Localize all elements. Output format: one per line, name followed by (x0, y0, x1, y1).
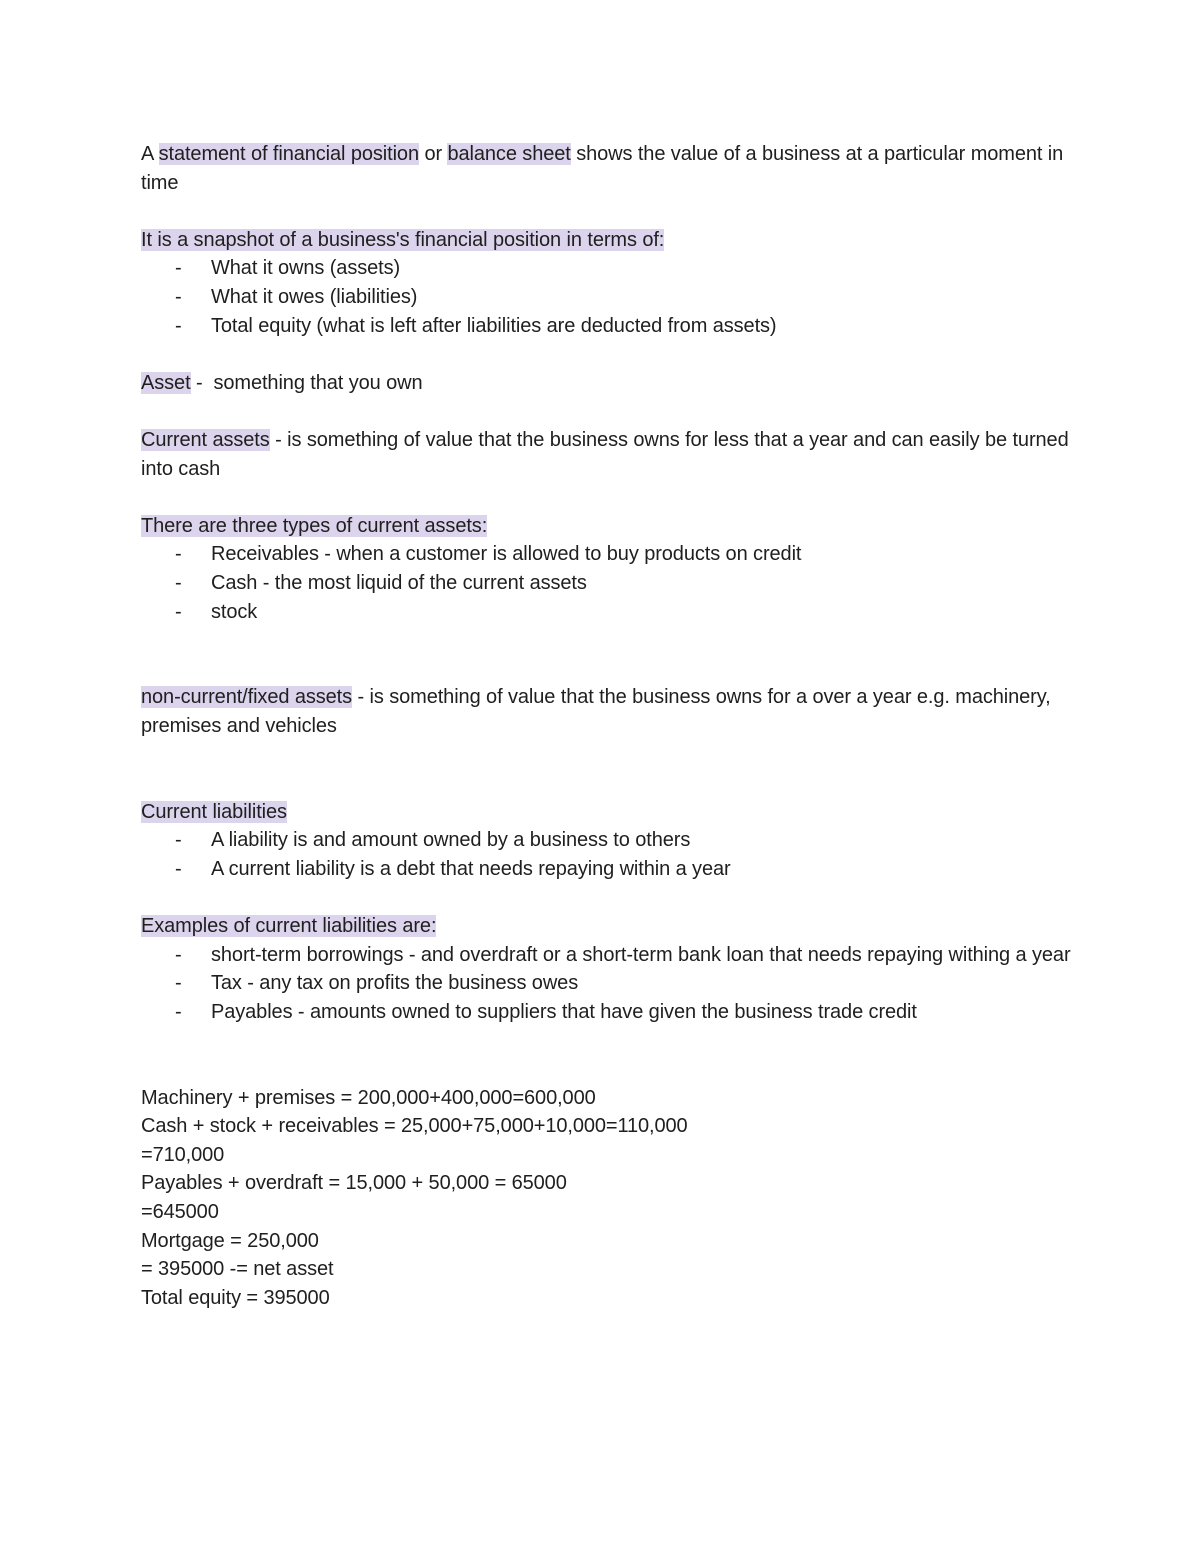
highlight-balance-sheet: balance sheet (447, 143, 571, 165)
list-item: - Receivables - when a customer is allowed to buy products on credit (141, 540, 1071, 569)
document-page (141, 140, 1071, 1312)
calculation-line: Cash + stock + receivables = 25,000+75,000+10,000=110,000 (141, 1115, 688, 1138)
dash-bullet: - (175, 972, 182, 995)
dash-bullet: - (175, 943, 182, 966)
current-asset-types-heading: There are three types of current assets: (141, 514, 488, 537)
highlight-statement-of-financial-position: statement of financial position (158, 143, 419, 165)
current-liabilities-list (141, 826, 1071, 883)
current-asset-types-list (141, 540, 1071, 626)
calculation-line: =710,000 (141, 1143, 225, 1166)
dash-bullet: - (175, 571, 182, 594)
current-assets-definition: Current assets - is something of value that the business owns for less that a year and can easily be turned into cash (141, 428, 1069, 480)
snapshot-heading: It is a snapshot of a business's financial position in terms of: (141, 228, 665, 251)
highlight-current-assets: Current assets (141, 428, 270, 451)
dash-bullet: - (175, 600, 182, 623)
calculation-line: =645000 (141, 1200, 219, 1223)
list-item: - A liability is and amount owned by a business to others (141, 826, 1071, 855)
calculation-line: Machinery + premises = 200,000+400,000=600,000 (141, 1086, 596, 1109)
liability-examples-list (141, 941, 1071, 1027)
list-item: - stock (141, 598, 1071, 627)
list-item: - Tax - any tax on profits the business owes (141, 969, 1071, 998)
liability-examples-heading: Examples of current liabilities are: (141, 915, 437, 938)
calculation-line: Mortgage = 250,000 (141, 1229, 319, 1252)
list-item: - short-term borrowings - and overdraft or a short-term bank loan that needs repaying withing a year (141, 941, 1071, 970)
intro-paragraph: A statement of financial position or balance sheet shows the value of a business at a particular moment in time (141, 143, 1064, 194)
calculation-line: Payables + overdraft = 15,000 + 50,000 = 65000 (141, 1172, 567, 1195)
calculation-line: Total equity = 395000 (141, 1286, 330, 1309)
highlight-asset: Asset (141, 371, 191, 394)
non-current-assets-definition: non-current/fixed assets - is something of value that the business owns for a over a year e.g. machinery, premises and vehicles (141, 686, 1051, 737)
list-item: - What it owns (assets) (141, 254, 1071, 283)
dash-bullet: - (175, 543, 182, 566)
list-item: - A current liability is a debt that needs repaying within a year (141, 855, 1071, 884)
dash-bullet: - (175, 1000, 182, 1023)
calculation-line: = 395000 -= net asset (141, 1258, 334, 1281)
list-item: - Total equity (what is left after liabilities are deducted from assets) (141, 312, 1071, 341)
dash-bullet: - (175, 857, 182, 880)
calculations-block (141, 1084, 1071, 1313)
dash-bullet: - (175, 285, 182, 308)
snapshot-list (141, 254, 1071, 340)
highlight-non-current-assets: non-current/fixed assets (141, 686, 353, 709)
asset-definition: Asset - something that you own (141, 371, 423, 394)
dash-bullet: - (175, 257, 182, 280)
list-item: - Cash - the most liquid of the current assets (141, 569, 1071, 598)
list-item: - What it owes (liabilities) (141, 283, 1071, 312)
list-item: - Payables - amounts owned to suppliers that have given the business trade credit (141, 998, 1071, 1027)
dash-bullet: - (175, 829, 182, 852)
dash-bullet: - (175, 314, 182, 337)
current-liabilities-heading: Current liabilities (141, 800, 287, 823)
